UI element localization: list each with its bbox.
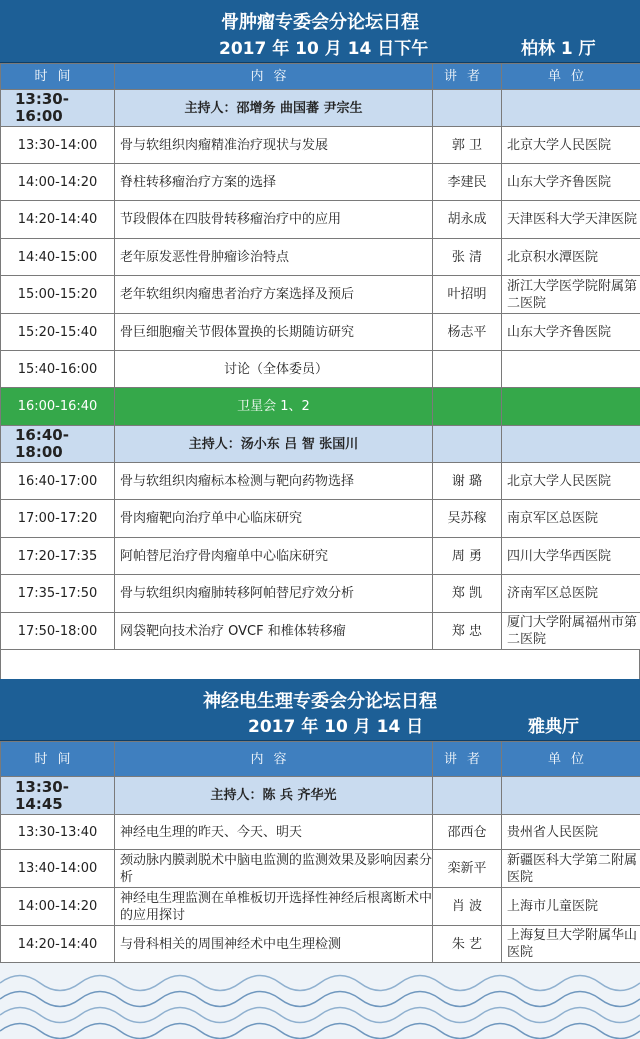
row-speaker: 肖 波	[433, 888, 502, 926]
section-date: 2017 年 10 月 14 日	[248, 717, 424, 737]
session-host: 主持人：陈 兵 齐华光	[115, 777, 433, 815]
table-row	[1, 613, 640, 650]
row-time: 15:40-16:00	[1, 351, 115, 388]
table-row	[1, 276, 640, 314]
table-row	[1, 314, 640, 351]
row-topic: 骨肉瘤靶向治疗单中心临床研究	[115, 500, 433, 538]
row-unit: 厦门大学附属福州市第二医院	[502, 613, 640, 650]
table-row	[1, 538, 640, 575]
session-time: 13:30-14:45	[1, 777, 115, 815]
row-speaker: 李建民	[433, 164, 502, 201]
table-row	[1, 500, 640, 538]
table-row	[1, 575, 640, 613]
session-row	[1, 426, 640, 463]
row-speaker: 叶招明	[433, 276, 502, 314]
column-header-row	[1, 742, 640, 777]
section-title: 神经电生理专委会分论坛日程	[203, 691, 437, 712]
row-speaker: 栾新平	[433, 850, 502, 888]
table-row	[1, 164, 640, 201]
column-header-row	[1, 64, 640, 90]
row-topic: 脊柱转移瘤治疗方案的选择	[115, 164, 433, 201]
row-time: 17:00-17:20	[1, 500, 115, 538]
row-unit: 济南军区总医院	[502, 575, 640, 613]
col-content: 内容	[115, 64, 433, 90]
session-row	[1, 90, 640, 127]
row-time: 13:40-14:00	[1, 850, 115, 888]
row-time: 17:50-18:00	[1, 613, 115, 650]
table-row	[1, 888, 640, 926]
table-row	[1, 463, 640, 500]
row-speaker: 郭 卫	[433, 127, 502, 164]
row-unit: 新疆医科大学第二附属医院	[502, 850, 640, 888]
row-unit: 北京大学人民医院	[502, 463, 640, 500]
row-unit: 山东大学齐鲁医院	[502, 314, 640, 351]
satellite-label: 卫星会 1、2	[115, 388, 433, 426]
row-unit: 上海复旦大学附属华山医院	[502, 926, 640, 963]
row-time: 14:40-15:00	[1, 239, 115, 276]
row-unit: 南京军区总医院	[502, 500, 640, 538]
row-topic: 骨与软组织肉瘤标本检测与靶向药物选择	[115, 463, 433, 500]
row-speaker: 朱 艺	[433, 926, 502, 963]
row-time: 13:30-13:40	[1, 815, 115, 850]
col-time: 时间	[1, 64, 115, 90]
session-host: 主持人：邵增务 曲国蕃 尹宗生	[115, 90, 433, 127]
row-speaker: 杨志平	[433, 314, 502, 351]
session-host: 主持人：汤小东 吕 智 张国川	[115, 426, 433, 463]
col-unit: 单位	[502, 742, 640, 777]
table-row	[1, 850, 640, 888]
row-speaker: 周 勇	[433, 538, 502, 575]
session-time: 13:30-16:00	[1, 90, 115, 127]
section-room: 雅典厅	[528, 717, 579, 737]
row-topic: 老年软组织肉瘤患者治疗方案选择及预后	[115, 276, 433, 314]
row-time: 15:20-15:40	[1, 314, 115, 351]
row-topic: 节段假体在四肢骨转移瘤治疗中的应用	[115, 201, 433, 239]
wave-icon	[0, 963, 640, 1039]
row-speaker: 胡永成	[433, 201, 502, 239]
row-topic: 阿帕替尼治疗骨肉瘤单中心临床研究	[115, 538, 433, 575]
discussion-label: 讨论（全体委员）	[115, 351, 433, 388]
row-topic: 与骨科相关的周围神经术中电生理检测	[115, 926, 433, 963]
satellite-row	[1, 388, 640, 426]
row-unit: 浙江大学医学院附属第二医院	[502, 276, 640, 314]
row-unit: 山东大学齐鲁医院	[502, 164, 640, 201]
row-speaker: 谢 璐	[433, 463, 502, 500]
row-time: 17:35-17:50	[1, 575, 115, 613]
row-speaker: 吴苏稼	[433, 500, 502, 538]
table-row	[1, 127, 640, 164]
row-time: 16:00-16:40	[1, 388, 115, 426]
discussion-row	[1, 351, 640, 388]
row-speaker: 郑 凯	[433, 575, 502, 613]
row-time: 14:00-14:20	[1, 888, 115, 926]
col-speaker: 讲者	[433, 742, 502, 777]
schedule-neurophysiology	[0, 679, 640, 963]
col-time: 时间	[1, 742, 115, 777]
row-time: 13:30-14:00	[1, 127, 115, 164]
section-date: 2017 年 10 月 14 日下午	[219, 39, 429, 59]
col-content: 内容	[115, 742, 433, 777]
row-time: 14:20-14:40	[1, 201, 115, 239]
row-unit: 四川大学华西医院	[502, 538, 640, 575]
row-time: 17:20-17:35	[1, 538, 115, 575]
row-time: 16:40-17:00	[1, 463, 115, 500]
section-header	[0, 679, 640, 741]
row-speaker: 邵西仓	[433, 815, 502, 850]
row-unit: 贵州省人民医院	[502, 815, 640, 850]
col-speaker: 讲者	[433, 64, 502, 90]
table-row	[1, 239, 640, 276]
row-topic: 神经电生理监测在单椎板切开选择性神经后根离断术中的应用探讨	[115, 888, 433, 926]
row-speaker: 郑 忠	[433, 613, 502, 650]
wave-pattern-decoration	[0, 963, 640, 1039]
row-unit: 北京大学人民医院	[502, 127, 640, 164]
section-spacer	[0, 649, 640, 679]
section-title: 骨肿瘤专委会分论坛日程	[221, 12, 419, 33]
session-row	[1, 777, 640, 815]
row-unit: 上海市儿童医院	[502, 888, 640, 926]
table-row	[1, 815, 640, 850]
row-time: 15:00-15:20	[1, 276, 115, 314]
col-unit: 单位	[502, 64, 640, 90]
row-topic: 骨与软组织肉瘤精准治疗现状与发展	[115, 127, 433, 164]
row-topic: 网袋靶向技术治疗 OVCF 和椎体转移瘤	[115, 613, 433, 650]
row-unit: 北京积水潭医院	[502, 239, 640, 276]
row-time: 14:20-14:40	[1, 926, 115, 963]
row-topic: 骨巨细胞瘤关节假体置换的长期随访研究	[115, 314, 433, 351]
schedule-table	[0, 63, 640, 650]
row-time: 14:00-14:20	[1, 164, 115, 201]
section-header	[0, 0, 640, 63]
session-time: 16:40-18:00	[1, 426, 115, 463]
row-topic: 骨与软组织肉瘤肺转移阿帕替尼疗效分析	[115, 575, 433, 613]
schedule-table	[0, 741, 640, 963]
row-topic: 颈动脉内膜剥脱术中脑电监测的监测效果及影响因素分析	[115, 850, 433, 888]
row-topic: 老年原发恶性骨肿瘤诊治特点	[115, 239, 433, 276]
row-speaker: 张 清	[433, 239, 502, 276]
table-row	[1, 926, 640, 963]
row-topic: 神经电生理的昨天、今天、明天	[115, 815, 433, 850]
row-unit: 天津医科大学天津医院	[502, 201, 640, 239]
table-row	[1, 201, 640, 239]
section-room: 柏林 1 厅	[521, 39, 596, 59]
